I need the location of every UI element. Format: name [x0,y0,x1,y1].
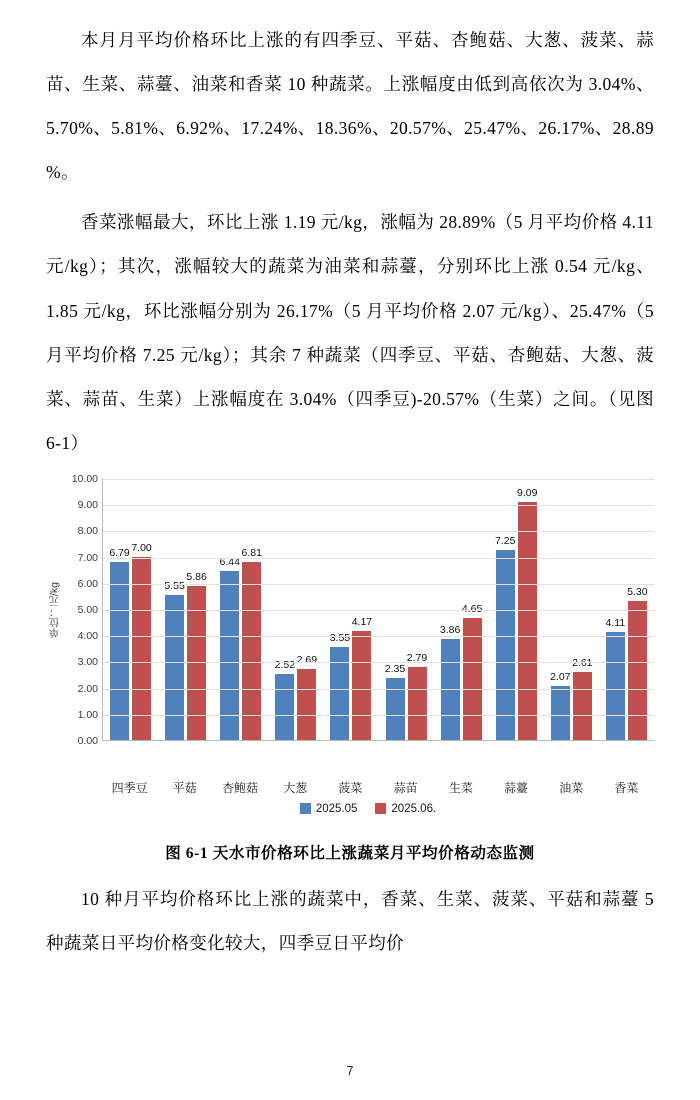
bar-value-label: 6.44 [219,556,240,569]
bar [164,579,185,740]
y-tick-label: 2.00 [77,682,98,695]
gridline [103,715,654,716]
bar-value-label: 2.61 [572,656,593,669]
y-tick-label: 10.00 [71,472,98,485]
legend-label: 2025.06. [391,802,437,815]
y-tick-label: 3.00 [77,656,98,669]
y-tick-label: 8.00 [77,525,98,538]
x-tick-label: 菠菜 [338,780,363,795]
gridline [103,505,654,506]
x-tick-label: 油菜 [559,780,584,795]
x-tick-label: 四季豆 [111,780,148,795]
y-tick-label: 7.00 [77,551,98,564]
y-axis-title: 单位：元/kg [48,581,61,638]
bar-value-label: 4.65 [461,603,483,616]
bar [572,656,593,740]
y-axis-tick-labels [62,472,102,747]
legend-item [375,803,436,815]
bar [516,486,538,740]
bar [109,547,130,740]
bar-value-label: 7.25 [494,535,516,547]
bar [406,651,428,740]
bar [550,670,571,740]
bar [241,546,262,740]
legend-swatch [300,803,311,814]
bar-value-label: 5.30 [627,586,648,599]
gridline [103,558,654,559]
x-tick-label: 大葱 [283,780,308,795]
gridline [103,689,654,690]
plot [102,479,654,741]
bar-value-label: 2.52 [274,658,296,671]
bar-value-label: 2.79 [406,651,428,664]
bar-value-label: 3.55 [329,631,351,644]
chart-plot-area [46,472,654,775]
paragraph-2: 香菜涨幅最大，环比上涨 1.19 元/kg，涨幅为 28.89%（5 月平均价格 4.11 元/kg）；其次，涨幅较大的蔬菜为油菜和蒜薹，分别环比上涨 0.54 元/kg、1.85 元/kg，环比涨幅分别为 26.17%（5 月平均价格 2.07 元/kg）、25.47%（5 月平均价格 7.25 元/kg）；其余 7 种蔬菜（四季豆、平菇、杏鲍菇、大葱、菠菜、蒜苗、生菜）上涨幅度在 3.04%（四季豆)-20.57%（生菜）之间。（见图 6-1） [46,212,654,453]
chart-legend [82,803,654,815]
gridline [103,610,654,611]
gridline [103,531,654,532]
x-tick-label: 杏鲍菇 [222,780,259,795]
bar [296,654,318,739]
bar-value-label: 2.35 [384,663,406,676]
chart-container [46,472,654,815]
bar-value-label: 5.55 [164,579,185,592]
bar [274,658,296,740]
bar [605,617,626,740]
bar-value-label: 6.79 [109,547,130,560]
y-tick-label: 9.00 [77,499,98,512]
page-number: 7 [346,1064,354,1078]
gridline [103,479,654,480]
figure-6-1 [46,472,654,863]
bar-value-label: 9.09 [516,486,538,499]
y-tick-label: 1.00 [77,708,98,721]
y-tick-label: 6.00 [77,577,98,590]
bar-value-label: 2.07 [550,670,571,683]
bar-value-label: 3.86 [439,623,461,636]
legend-label: 2025.05 [315,802,358,815]
paragraph-1: 本月月平均价格环比上涨的有四季豆、平菇、杏鲍菇、大葱、菠菜、蒜苗、生菜、蒜薹、油菜和香菜 10 种蔬菜。上涨幅度由低到高依次为 3.04%、5.70%、5.81%、6.92%、17.24%、18.36%、20.57%、25.47%、26.17%、28.89 %。 [46,30,654,183]
x-tick-label: 蒜薹 [504,780,529,795]
bar-value-label: 5.86 [186,571,207,584]
gridline [103,662,654,663]
bar [329,631,351,740]
bar-value-label: 7.00 [131,541,152,554]
y-tick-label: 4.00 [77,630,98,643]
x-tick-label: 香菜 [614,780,639,795]
y-tick-label: 0.00 [77,734,98,747]
x-tick-label: 平菇 [172,780,197,795]
paragraph-3: 10 种月平均价格环比上涨的蔬菜中，香菜、生菜、菠菜、平菇和蒜薹 5 种蔬菜日平均价格变化较大，四季豆日平均价 [46,888,654,954]
y-tick-label: 5.00 [77,603,98,616]
bar-value-label: 4.11 [605,617,626,630]
bar [627,586,648,740]
bar-value-label: 6.81 [241,546,262,559]
x-tick-label: 蒜苗 [393,780,418,795]
bar [494,535,516,740]
legend-swatch [375,803,386,814]
figure-caption: 图 6-1 天水市价格环比上涨蔬菜月平均价格动态监测 [165,844,535,862]
bar-value-label: 2.69 [296,654,318,667]
legend-item [300,803,358,815]
bar [351,615,373,740]
bar-value-label: 4.17 [351,615,373,628]
gridline [103,636,654,637]
gridline [103,584,654,585]
x-axis-tick-labels [102,779,654,796]
x-tick-label: 生菜 [448,780,473,795]
